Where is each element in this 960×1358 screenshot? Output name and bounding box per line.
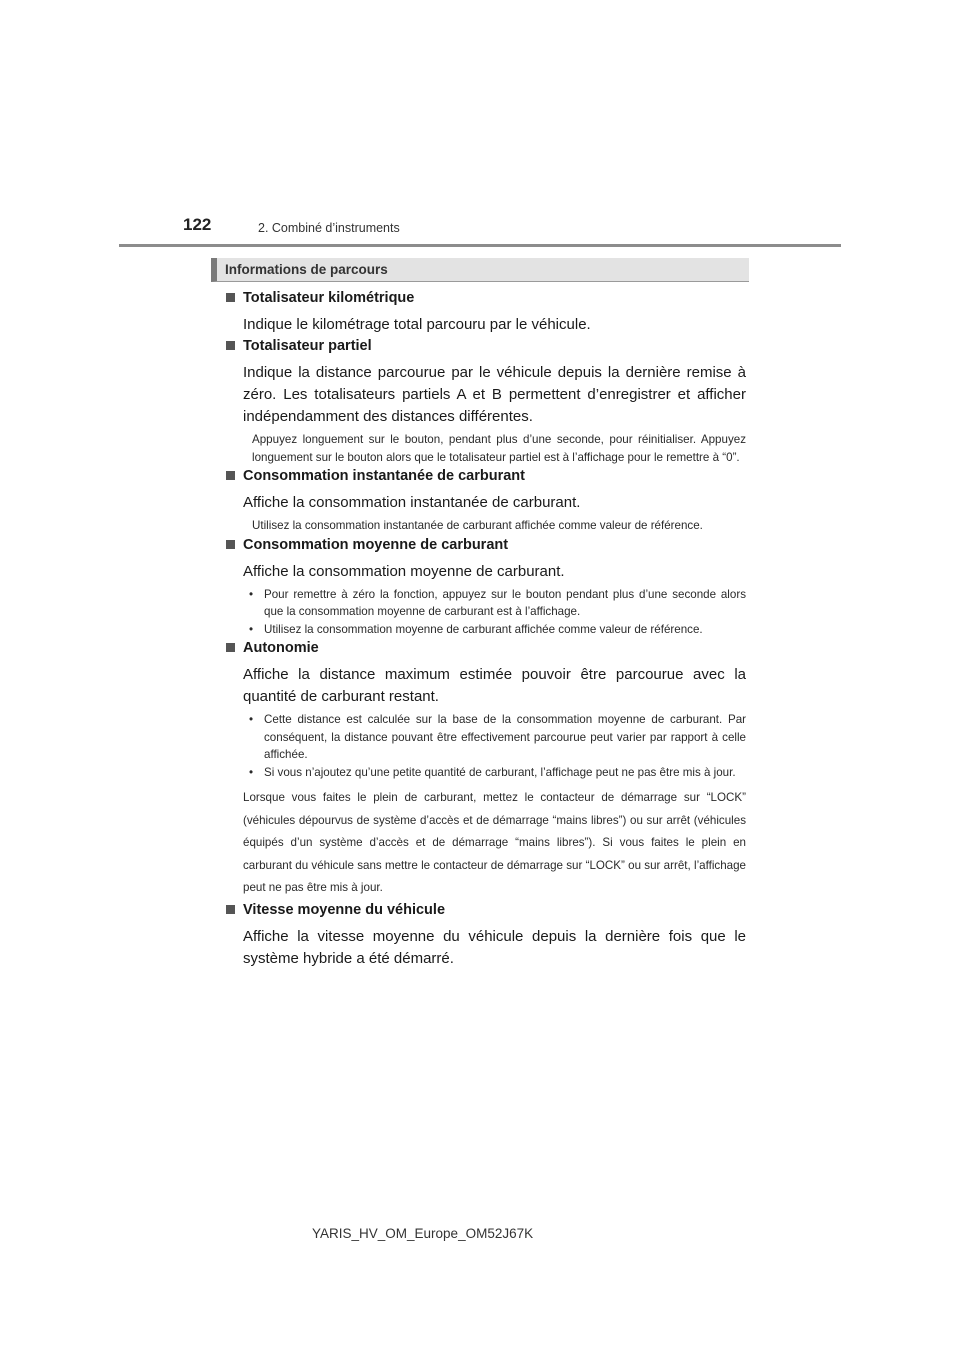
bullet-dot: • <box>249 713 254 726</box>
square-bullet-icon <box>226 643 235 652</box>
item-range <box>224 638 746 900</box>
item-description: Affiche la distance maximum estimée pouvoir être parcourue avec la quantité de carburant restant. <box>243 666 746 705</box>
item-heading: Consommation moyenne de carburant <box>243 536 509 553</box>
item-heading: Autonomie <box>243 640 319 656</box>
item-odometer <box>224 288 746 336</box>
footer-document-code: YARIS_HV_OM_Europe_OM52J67K <box>312 1226 534 1241</box>
item-average-consumption <box>224 535 746 639</box>
item-heading: Totalisateur kilométrique <box>243 290 415 306</box>
item-description: Affiche la consommation instantanée de carburant. <box>243 494 581 511</box>
item-paragraph: Lorsque vous faites le plein de carburant, mettez le contacteur de démarrage sur “LOCK” (véhicules dépourvus de système d’accès et de démarrage “mains libres”) ou sur arrêt (véhicules équipés d’un système d’accès et de démarrage “mains libres”). Si vous faites le plein en carburant du véhicule sans mettre le contacteur de démarrage sur “LOCK” ou sur arrêt, l’affichage peut ne pas être mis à jour. <box>243 791 746 894</box>
page-number: 122 <box>183 215 212 234</box>
list-item: • Pour remettre à zéro la fonction, appuyez sur le bouton pendant plus d’une seconde alors que la consommation moyenne de carburant est à l’affichage. <box>249 587 746 618</box>
chapter-title: 2. Combiné d’instruments <box>258 221 400 235</box>
item-note: Appuyez longuement sur le bouton, pendant plus d’une seconde, pour réinitialiser. Appuyez longuement sur le bouton alors que le totalisateur partiel est à l’affichage pour le remettre à “0”. <box>252 433 746 464</box>
item-heading: Totalisateur partiel <box>243 338 372 354</box>
item-description: Indique la distance parcourue par le véhicule depuis la dernière remise à zéro. Les totalisateurs partiels A et B permettent d’enregistrer et afficher indépendamment des distances différentes. <box>243 364 746 425</box>
square-bullet-icon <box>226 341 235 350</box>
bullet-list <box>243 711 746 781</box>
square-bullet-icon <box>226 905 235 914</box>
square-bullet-icon <box>226 540 235 549</box>
bullet-dot: • <box>249 622 254 636</box>
item-description: Affiche la vitesse moyenne du véhicule depuis la dernière fois que le système hybride a été démarré. <box>243 927 746 967</box>
section-header <box>211 258 749 282</box>
item-heading: Vitesse moyenne du véhicule <box>243 901 446 918</box>
section-title: Informations de parcours <box>225 262 388 277</box>
square-bullet-icon <box>226 471 235 480</box>
item-average-speed <box>224 900 746 970</box>
item-note: Utilisez la consommation instantanée de carburant affichée comme valeur de référence. <box>252 519 703 532</box>
square-bullet-icon <box>226 293 235 302</box>
list-item: • Si vous n’ajoutez qu’une petite quantité de carburant, l’affichage peut ne pas être mis à jour. <box>243 764 746 782</box>
bullet-dot: • <box>249 765 254 779</box>
item-trip-meter <box>224 336 746 466</box>
list-item: • Utilisez la consommation moyenne de carburant affichée comme valeur de référence. <box>243 621 746 639</box>
item-description: Affiche la consommation moyenne de carburant. <box>243 562 565 580</box>
item-heading: Consommation instantanée de carburant <box>243 468 525 484</box>
item-instant-consumption <box>224 466 746 535</box>
item-description: Indique le kilométrage total parcouru par le véhicule. <box>243 316 591 333</box>
list-item: • Cette distance est calculée sur la base de la consommation moyenne de carburant. Par conséquent, la distance pouvant être effectivement parcourue peut varier par rapport à celle affichée. <box>249 713 746 761</box>
content <box>224 288 746 970</box>
header-rule <box>119 244 841 247</box>
bullet-dot: • <box>249 587 254 601</box>
bullet-list <box>243 586 746 639</box>
